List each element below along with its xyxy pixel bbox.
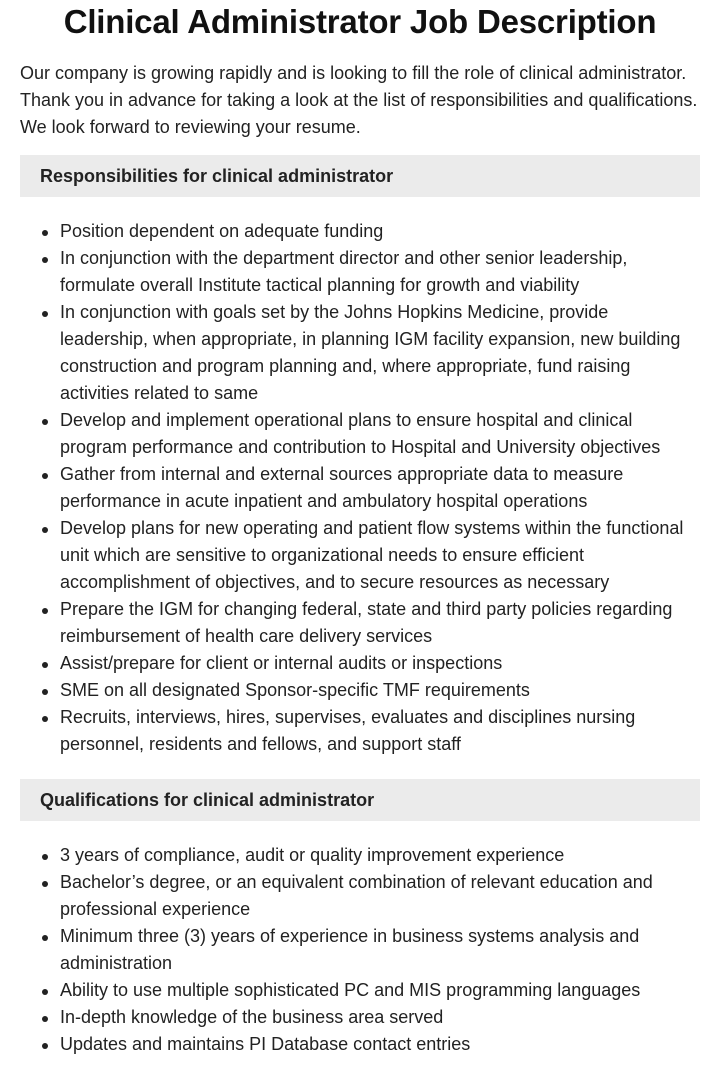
list-item: Updates and maintains PI Database contact entries [60, 1031, 700, 1058]
list-item: Assist/prepare for client or internal audits or inspections [60, 650, 700, 677]
intro-paragraph: Our company is growing rapidly and is looking to fill the role of clinical administrator. Thank you in advance for taking a look at the list of responsibilities and qualifications. We look forward to reviewing your resume. [20, 63, 698, 137]
list-item: Position dependent on adequate funding [60, 218, 700, 245]
list-item: Bachelor’s degree, or an equivalent combination of relevant education and professional experience [60, 869, 700, 923]
list-item: Develop plans for new operating and patient flow systems within the functional unit which are sensitive to organizational needs to ensure efficient accomplishment of objectives, and to secure resources as necessary [60, 515, 700, 596]
list-item: 3 years of compliance, audit or quality improvement experience [60, 842, 700, 869]
list-item: Ability to use multiple sophisticated PC and MIS programming languages [60, 977, 700, 1004]
responsibilities-list [20, 218, 700, 758]
responsibilities-heading: Responsibilities for clinical administrator [20, 155, 700, 197]
qualifications-heading: Qualifications for clinical administrator [20, 779, 700, 821]
list-item: Develop and implement operational plans to ensure hospital and clinical program performance and contribution to Hospital and University objectives [60, 407, 700, 461]
list-item: In-depth knowledge of the business area served [60, 1004, 700, 1031]
list-item: Recruits, interviews, hires, supervises, evaluates and disciplines nursing personnel, residents and fellows, and support staff [60, 704, 700, 758]
list-item: Prepare the IGM for changing federal, state and third party policies regarding reimbursement of health care delivery services [60, 596, 700, 650]
page-title: Clinical Administrator Job Description [63, 3, 657, 40]
list-item: SME on all designated Sponsor-specific TMF requirements [60, 677, 700, 704]
qualifications-list [20, 842, 700, 1058]
list-item: In conjunction with goals set by the Johns Hopkins Medicine, provide leadership, when appropriate, in planning IGM facility expansion, new building construction and program planning and, where appropriate, fund raising activities related to same [60, 299, 700, 407]
list-item: Gather from internal and external sources appropriate data to measure performance in acute inpatient and ambulatory hospital operations [60, 461, 700, 515]
list-item: Minimum three (3) years of experience in business systems analysis and administration [60, 923, 700, 977]
list-item: In conjunction with the department director and other senior leadership, formulate overall Institute tactical planning for growth and viability [60, 245, 700, 299]
